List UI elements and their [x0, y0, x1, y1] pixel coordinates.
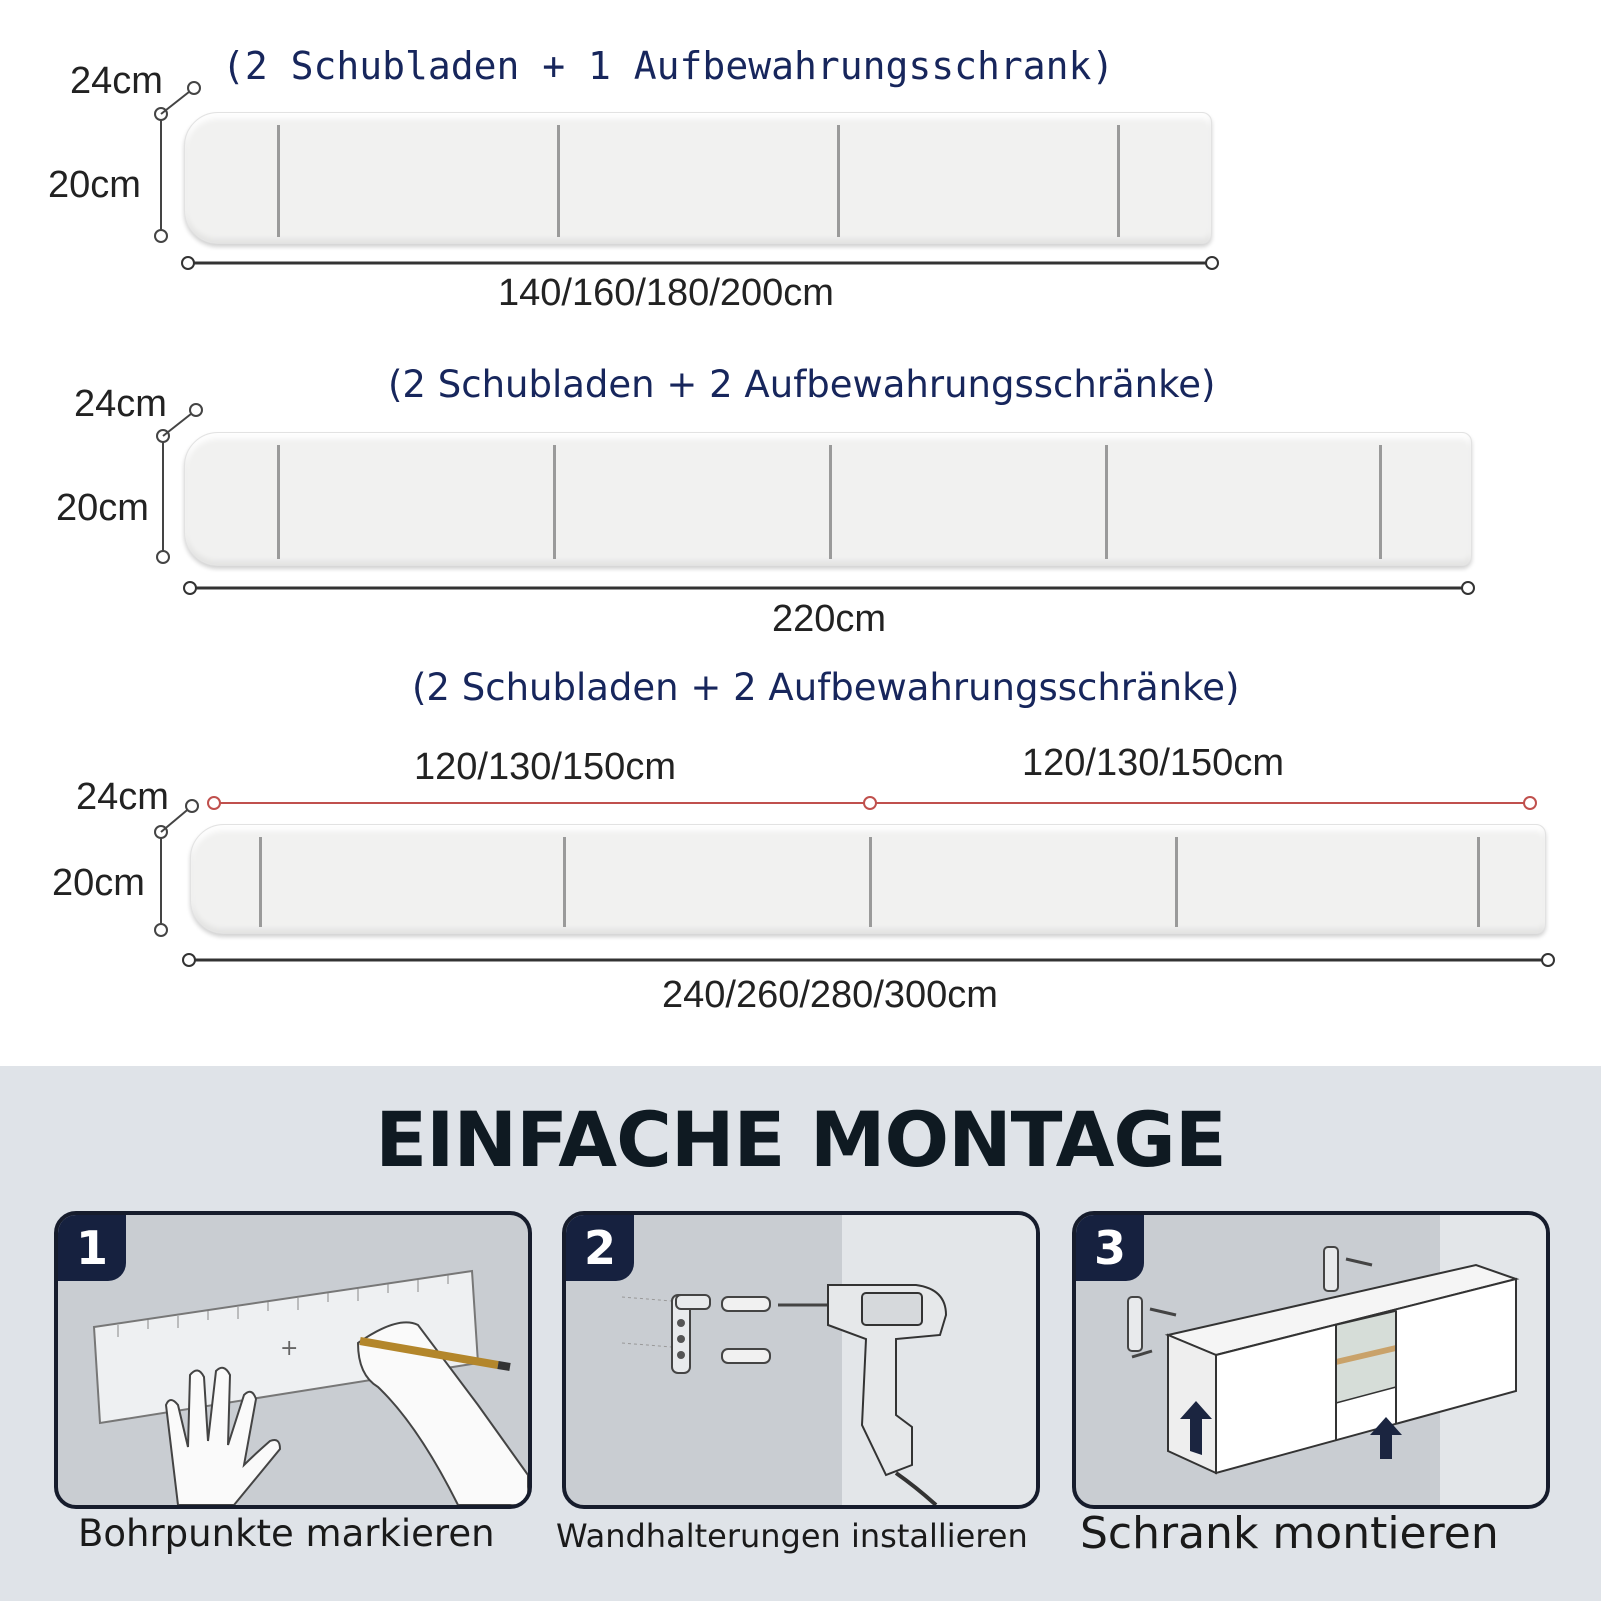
- cabinet-seam: [563, 837, 566, 927]
- variant3-caption: (2 Schubladen + 2 Aufbewahrungsschränke): [412, 666, 1240, 709]
- variant3-segment-right-label: 120/130/150cm: [1022, 742, 1284, 784]
- step-3-panel: [1072, 1211, 1550, 1509]
- cabinet-seam: [837, 125, 840, 237]
- variant2-cabinet: [184, 432, 1472, 566]
- step-2-label: Wandhalterungen installieren: [556, 1517, 1028, 1555]
- step-2-panel: [562, 1211, 1040, 1509]
- assembly-title: EINFACHE MONTAGE: [375, 1095, 1226, 1184]
- cabinet-seam: [259, 837, 262, 927]
- step-3-badge: 3: [1076, 1215, 1144, 1281]
- step-1-label: Bohrpunkte markieren: [78, 1512, 495, 1555]
- variant2-caption: (2 Schubladen + 2 Aufbewahrungsschränke): [388, 363, 1216, 406]
- cabinet-seam: [1175, 837, 1178, 927]
- variant3-width-label: 240/260/280/300cm: [662, 974, 998, 1016]
- cabinet-mount-illustration: [1076, 1215, 1546, 1505]
- variant3-segment-left-label: 120/130/150cm: [414, 746, 676, 788]
- variant1-height-label: 20cm: [48, 164, 141, 206]
- variant3-height-label: 20cm: [52, 862, 145, 904]
- step-1-badge: 1: [58, 1215, 126, 1281]
- variant3-depth-label: 24cm: [76, 776, 169, 818]
- cabinet-seam: [557, 125, 560, 237]
- variant2-depth-label: 24cm: [74, 383, 167, 425]
- cabinet-seam: [1379, 445, 1382, 559]
- variant1-caption: (2 Schubladen + 1 Aufbewahrungsschrank): [222, 44, 1115, 88]
- step-2-badge: 2: [566, 1215, 634, 1281]
- bracket-drill-illustration: [566, 1215, 1036, 1505]
- ruler-marking-illustration: [58, 1215, 528, 1505]
- variant2-width-label: 220cm: [772, 598, 887, 640]
- step-1-panel: [54, 1211, 532, 1509]
- cabinet-seam: [553, 445, 556, 559]
- cabinet-seam: [829, 445, 832, 559]
- cabinet-seam: [1105, 445, 1108, 559]
- variant1-width-label: 140/160/180/200cm: [498, 272, 834, 314]
- variant1-depth-label: 24cm: [70, 60, 163, 102]
- variant2-height-label: 20cm: [56, 487, 149, 529]
- svg-text:+: +: [280, 1336, 299, 1361]
- cabinet-seam: [1117, 125, 1120, 237]
- cabinet-seam: [869, 837, 872, 927]
- variant3-cabinet: [190, 824, 1546, 934]
- variant1-cabinet: [184, 112, 1212, 244]
- cabinet-seam: [277, 445, 280, 559]
- cabinet-seam: [277, 125, 280, 237]
- cabinet-seam: [1477, 837, 1480, 927]
- step-3-label: Schrank montieren: [1080, 1508, 1499, 1559]
